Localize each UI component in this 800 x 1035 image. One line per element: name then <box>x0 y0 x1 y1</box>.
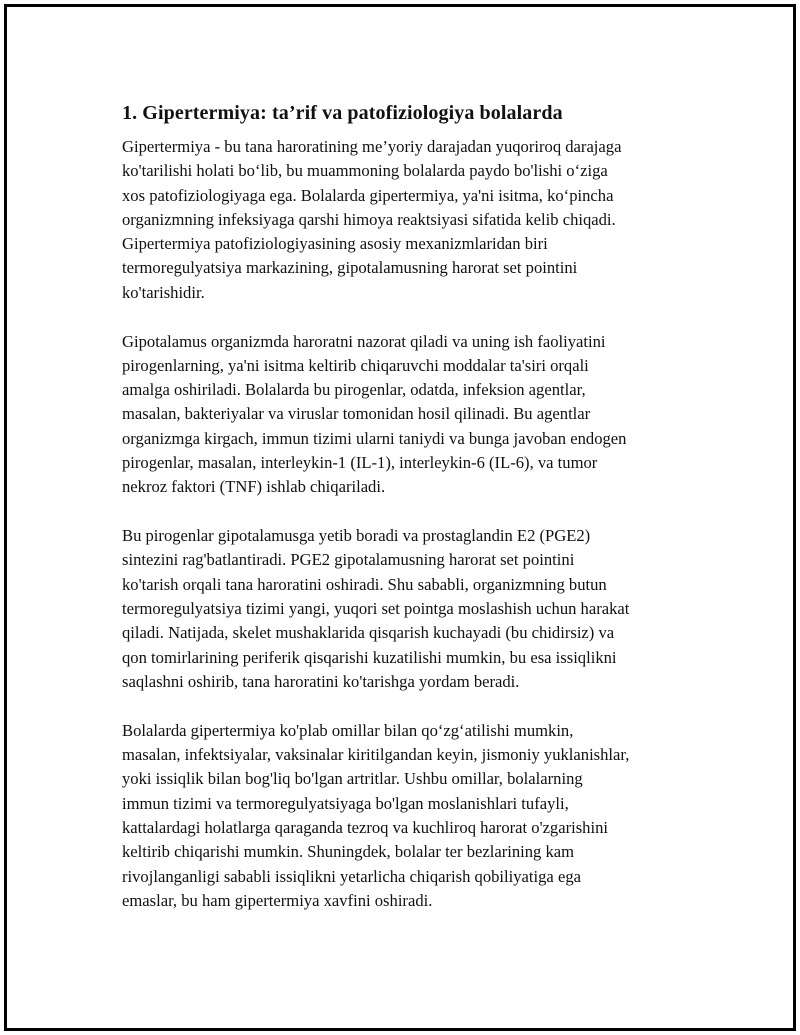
page-border <box>4 4 796 1031</box>
text-line: ko'tarishidir. <box>122 282 205 302</box>
text-line: Bolalarda gipertermiya ko'plab omillar bilan qo‘zg‘atilishi mumkin, <box>122 720 574 740</box>
text-line: masalan, bakteriyalar va viruslar tomonidan hosil qilinadi. Bu agentlar <box>122 404 591 424</box>
text-line: organizmning infeksiyaga qarshi himoya reaktsiyasi sifatida kelib chiqadi. <box>122 209 616 229</box>
text-line: emaslar, bu ham gipertermiya xavfini oshiradi. <box>122 890 433 910</box>
text-line: immun tizimi va termoregulyatsiyaga bo'lgan moslanishlari tufayli, <box>122 793 569 813</box>
text-line: Gipertermiya patofiziologiyasining asosiy mexanizmlaridan biri <box>122 234 548 254</box>
text-line: pirogenlarning, ya'ni isitma keltirib chiqaruvchi moddalar ta'siri orqali <box>122 355 589 375</box>
text-line: keltirib chiqarishi mumkin. Shuningdek, bolalar ter bezlarining kam <box>122 842 575 862</box>
text-line: pirogenlar, masalan, interleykin-1 (IL-1), interleykin-6 (IL-6), va tumor <box>122 453 598 473</box>
text-line: organizmga kirgach, immun tizimi ularni taniydi va bunga javoban endogen <box>122 428 627 448</box>
text-line: saqlashni oshirib, tana haroratini ko'tarishga yordam beradi. <box>122 671 520 691</box>
section-heading: 1. Gipertermiya: ta’rif va patofiziologiya bolalarda <box>122 102 563 124</box>
text-line: kattalardagi holatlarga qaraganda tezroq va kuchliroq harorat o'zgarishini <box>122 817 608 837</box>
text-line: rivojlanganligi sababli issiqlikni yetarlicha chiqarish qobiliyatiga ega <box>122 866 581 886</box>
paragraph-3 <box>122 524 707 694</box>
text-line: ko'tarish orqali tana haroratini oshiradi. Shu sababli, organizmning butun <box>122 574 607 594</box>
text-line: qiladi. Natijada, skelet mushaklarida qisqarish kuchayadi (bu chidirsiz) va <box>122 623 615 643</box>
paragraph-4 <box>122 719 707 913</box>
text-line: Gipertermiya - bu tana haroratining me’yoriy darajadan yuqoriroq darajaga <box>122 137 622 156</box>
text-line: qon tomirlarining periferik qisqarishi kuzatilishi mumkin, bu esa issiqlikni <box>122 647 617 667</box>
text-line: yoki issiqlik bilan bog'liq bo'lgan artritlar. Ushbu omillar, bolalarning <box>122 769 583 789</box>
paragraph-1 <box>122 135 707 305</box>
text-line: termoregulyatsiya markazining, gipotalamusning harorat set pointini <box>122 258 578 278</box>
text-line: termoregulyatsiya tizimi yangi, yuqori set pointga moslashish uchun harakat <box>122 599 630 619</box>
text-line: Gipotalamus organizmda haroratni nazorat qiladi va uning ish faoliyatini <box>122 331 606 351</box>
text-line: sintezini rag'batlantiradi. PGE2 gipotalamusning harorat set pointini <box>122 550 575 570</box>
text-line: masalan, infektsiyalar, vaksinalar kiritilgandan keyin, jismoniy yuklanishlar, <box>122 745 630 765</box>
text-line: amalga oshiriladi. Bolalarda bu pirogenlar, odatda, infeksion agentlar, <box>122 380 586 400</box>
paragraph-2 <box>122 330 707 500</box>
text-line: nekroz faktori (TNF) ishlab chiqariladi. <box>122 477 386 497</box>
text-line: ko'tarilishi holati bo‘lib, bu muammoning bolalarda paydo bo'lishi o‘ziga <box>122 161 608 181</box>
document-body <box>122 99 707 938</box>
text-line: Bu pirogenlar gipotalamusga yetib boradi va prostaglandin E2 (PGE2) <box>122 526 591 546</box>
text-line: xos patofiziologiyaga ega. Bolalarda gipertermiya, ya'ni isitma, ko‘pincha <box>122 185 614 205</box>
